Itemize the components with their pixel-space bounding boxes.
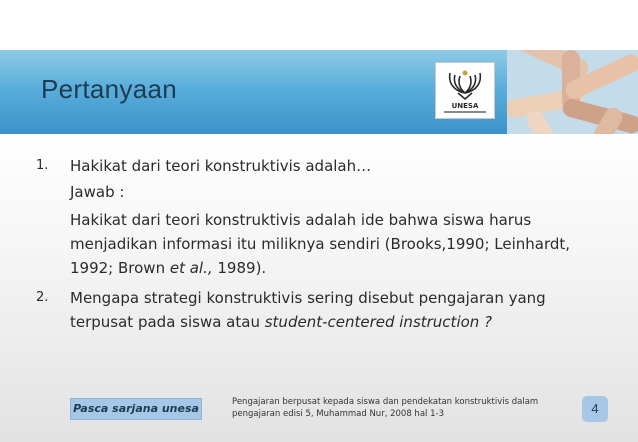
item-number: 2. <box>36 290 49 305</box>
answer-label: Jawab : <box>70 183 125 201</box>
slide-title: Pertanyaan <box>41 74 177 104</box>
question-text: Hakikat dari teori konstruktivis adalah… <box>70 157 372 175</box>
page-number: 4 <box>582 396 608 422</box>
hands-together-photo <box>507 50 638 134</box>
question-text: Mengapa strategi konstruktivis sering disebut pengajaran yang terpusat pada siswa atau student-centered instruction ? <box>70 289 546 331</box>
unesa-logo-icon <box>436 63 494 118</box>
list-item <box>36 286 596 334</box>
footer-badge: Pasca sarjana unesa <box>70 398 202 420</box>
item-number: 1. <box>36 158 49 173</box>
list-item <box>36 154 596 280</box>
footer-reference: Pengajaran berpusat kepada siswa dan pendekatan konstruktivis dalam pengajaran edisi 5, Muhammad Nur, 2008 hal 1-3 <box>232 397 539 419</box>
slide-content <box>36 154 596 334</box>
answer-text: Hakikat dari teori konstruktivis adalah ide bahwa siswa harus menjadikan informasi itu miliknya sendiri (Brooks,1990; Leinhardt, 1992; Brown et al., 1989). <box>70 211 571 277</box>
svg-text:UNESA: UNESA <box>451 102 479 110</box>
unesa-logo <box>435 62 495 119</box>
